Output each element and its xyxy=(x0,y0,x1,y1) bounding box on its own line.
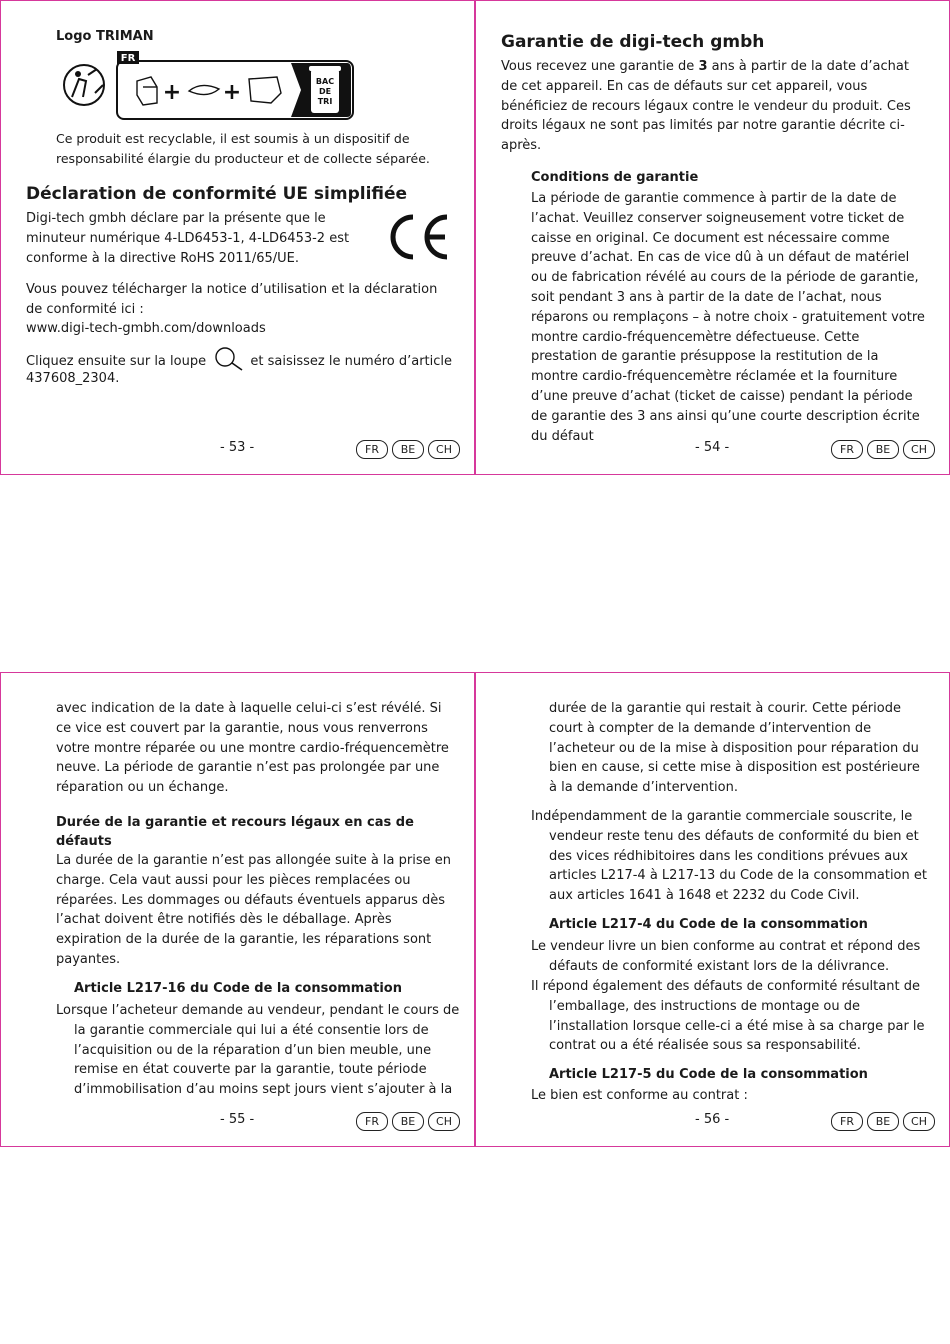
click-text-2: et saisissez le numéro d’article xyxy=(250,354,453,369)
flag-fr: FR xyxy=(831,1112,863,1131)
duration-text: La durée de la garantie n’est pas allongée suite à la prise en charge. Cela vaut aussi pour les pièces remplacées ou réparées. Les dommages ou défauts éventuels apparus dès l’achat doivent être notifiés dès le déballage. Après expiration de la durée de la garantie, les réparations sont payantes. xyxy=(56,853,451,967)
continued-text: avec indication de la date à laquelle celui-ci s’est révélé. Si ce vice est couvert par la garantie, nous vous renverrons votre montre réparée ou une montre cardio-fréquencemètre neuve. La période de garantie n’est pas prolongée par une réparation ou un échange. xyxy=(56,701,449,796)
country-flags xyxy=(356,440,460,459)
recycle-text: Ce produit est recyclable, il est soumis à un dispositif de responsabilité élargie du producteur et de collecte séparée. xyxy=(56,131,430,166)
page-number: - 54 - xyxy=(695,440,730,455)
flag-ch: CH xyxy=(903,440,935,459)
continued-text: durée de la garantie qui restait à courir. Cette période court à compter de la demande d’intervention de l’acheteur ou de la mise à disposition pour réparation du bien en cause, si cette mise à disposition est postérieure à la demande d’intervention. xyxy=(549,701,920,796)
ce-mark-icon xyxy=(389,213,453,265)
flag-be: BE xyxy=(867,1112,899,1131)
conditions-title: Conditions de garantie xyxy=(531,170,699,185)
article-l217-5-title: Article L217-5 du Code de la consommation xyxy=(549,1067,868,1082)
click-text-1: Cliquez ensuite sur la loupe xyxy=(26,354,207,369)
triman-logo xyxy=(59,49,359,123)
magnifier-icon xyxy=(210,347,246,369)
flag-be: BE xyxy=(392,1112,424,1131)
page-56 xyxy=(475,672,950,1147)
independent-text: Indépendamment de la garantie commerciale souscrite, le vendeur reste tenu des défauts de conformité du bien et des vices rédhibitoires dans les conditions prévues aux articles L217-4 à L217-13 du Code de la consommation et aux articles 1641 à 1648 et 2232 du Code Civil. xyxy=(531,809,927,904)
article-l217-16-title: Article L217-16 du Code de la consommation xyxy=(74,981,402,996)
download-url[interactable]: www.digi-tech-gmbh.com/downloads xyxy=(26,321,266,336)
svg-text:TRI: TRI xyxy=(317,97,333,106)
flag-fr: FR xyxy=(831,440,863,459)
article-l217-4-text-1: Le vendeur livre un bien conforme au contrat et répond des défauts de conformité existant lors de la délivrance. xyxy=(531,939,921,974)
flag-fr: FR xyxy=(356,440,388,459)
article-l217-4-text-2: Il répond également des défauts de conformité résultant de l’emballage, des instructions de montage ou de l’installation lorsque celle-ci a été mise à sa charge par le contrat ou a été réalisée sous sa responsabilité. xyxy=(531,979,925,1054)
conditions-text: La période de garantie commence à partir de la date de l’achat. Veuillez conserver soigneusement votre ticket de caisse en original. Ce document est nécessaire comme preuve d’achat. En cas de vice dû à un défaut de matériel ou de fabrication révélé au cours de la période de garantie, soit pendant 3 ans à partir de la date de l’achat, nous réparons ou remplaçons – à notre choix - gratuitement votre montre cardio-fréquencemètre défectueuse. Cette prestation de garantie présuppose la restitution de la montre cardio-fréquencemètre réclamée et la fourniture d’une preuve d’achat (ticket de caisse) pendant la période de garantie des 3 ans ainsi qu’une courte description écrite du défaut xyxy=(531,191,925,444)
guarantee-intro xyxy=(501,57,921,156)
flag-fr: FR xyxy=(356,1112,388,1131)
page-number: - 56 - xyxy=(695,1112,730,1127)
article-l217-4-title: Article L217-4 du Code de la consommation xyxy=(549,917,868,932)
intro-text-1: Vous recevez une garantie de xyxy=(501,59,699,74)
svg-text:DE: DE xyxy=(318,87,332,96)
duration-title: Durée de la garantie et recours légaux en cas de défauts xyxy=(56,815,414,849)
svg-text:+: + xyxy=(162,80,182,105)
flag-be: BE xyxy=(392,440,424,459)
article-number: 437608_2304. xyxy=(26,371,120,386)
ce-declaration-title: Déclaration de conformité UE simplifiée xyxy=(26,184,408,204)
page-number: - 55 - xyxy=(220,1112,255,1127)
flag-ch: CH xyxy=(428,440,460,459)
intro-text-2: ans à partir de la date d’achat de cet appareil. En cas de défauts sur cet appareil, vous bénéficiez de recours légaux contre le vendeur du produit. Ces droits légaux ne sont pas limités par notre garantie décrite ci-après. xyxy=(501,59,911,154)
article-l217-16-text: Lorsque l’acheteur demande au vendeur, pendant le cours de la garantie commerciale qui lui a été consentie lors de l’acquisition ou de la réparation d’un bien meuble, une remise en état couverte par la garantie, toute période d’immobilisation d’au moins sept jours vient s’ajouter à la xyxy=(56,1003,460,1098)
triman-label: Logo TRIMAN xyxy=(56,29,154,44)
flag-ch: CH xyxy=(428,1112,460,1131)
page-54 xyxy=(475,0,950,475)
page-number: - 53 - xyxy=(220,440,255,455)
page-55 xyxy=(0,672,475,1147)
download-text: Vous pouvez télécharger la notice d’utilisation et la déclaration de conformité ici : xyxy=(26,282,438,317)
triman-fr: FR xyxy=(120,53,136,64)
intro-years: 3 xyxy=(698,59,708,74)
article-l217-5-text: Le bien est conforme au contrat : xyxy=(531,1088,748,1103)
country-flags xyxy=(831,440,935,459)
country-flags xyxy=(356,1112,460,1131)
country-flags xyxy=(831,1112,935,1131)
guarantee-title: Garantie de digi-tech gmbh xyxy=(501,32,765,52)
flag-be: BE xyxy=(867,440,899,459)
ce-declaration-text: Digi-tech gmbh déclare par la présente que le minuteur numérique 4-LD6453-1, 4-LD6453-2 est conforme à la directive RoHS 2011/65/UE. xyxy=(26,211,350,266)
svg-text:BAC: BAC xyxy=(315,77,335,86)
svg-text:+: + xyxy=(222,80,242,105)
page-53 xyxy=(0,0,475,475)
flag-ch: CH xyxy=(903,1112,935,1131)
